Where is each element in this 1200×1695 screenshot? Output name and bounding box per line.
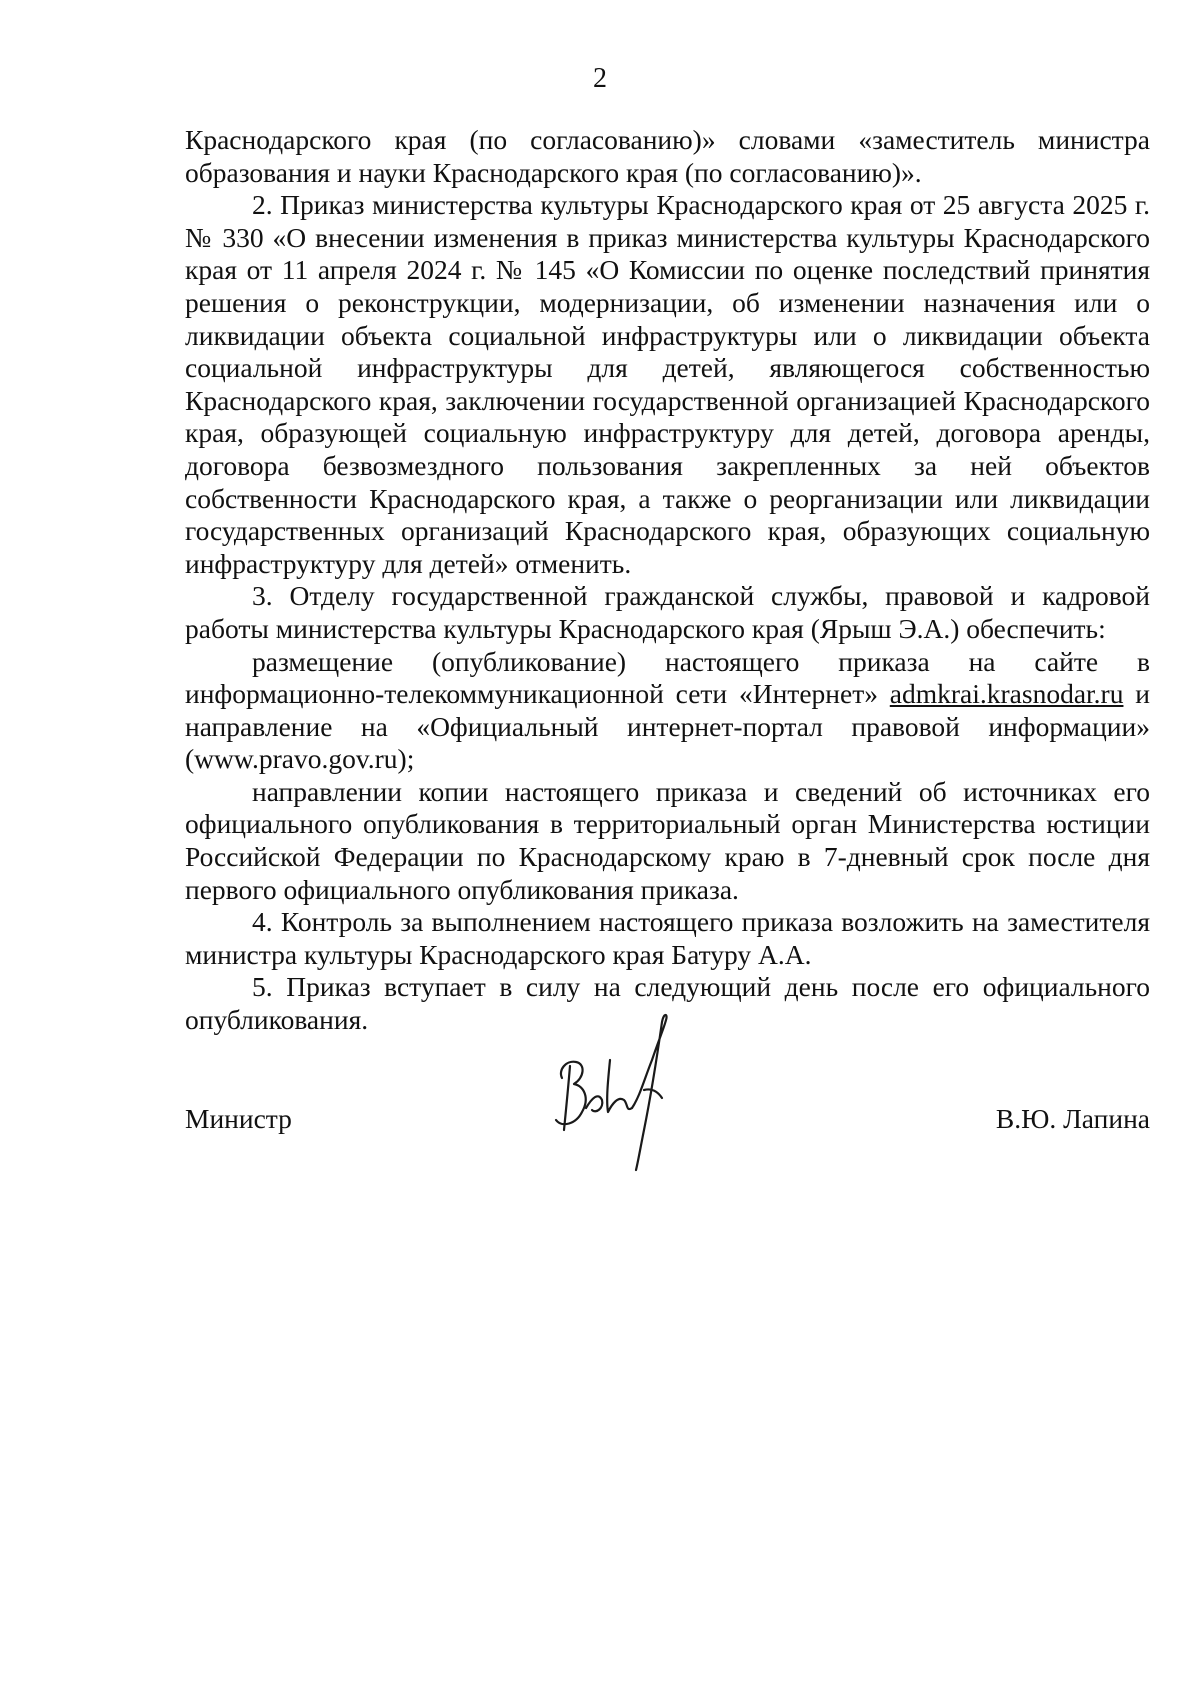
paragraph-publication <box>185 646 1150 776</box>
paragraph-item-5: 5. Приказ вступает в силу на следующий день после его официального опубликования. <box>185 971 1150 1036</box>
document-body <box>185 124 1150 1037</box>
signatory-role: Министр <box>185 1103 292 1134</box>
paragraph-item-4: 4. Контроль за выполнением настоящего приказа возложить на заместителя министра культуры Краснодарского края Батуру А.А. <box>185 906 1150 970</box>
signature-block <box>185 1000 1150 1180</box>
paragraph-copy-direction: направлении копии настоящего приказа и сведений об источниках его официального опубликования в территориальный орган Министерства юстиции Российской Федерации по Краснодарскому краю в 7-дневный срок после дня первого официального опубликования приказа. <box>185 775 1150 905</box>
publication-text-end: и направление на «Официальный интернет-портал правовой информации» (www.pravo.gov.ru); <box>185 678 1150 775</box>
paragraph-continuation: Краснодарского края (по согласованию)» словами «заместитель министра образования и науки Краснодарского края (по согласованию)». <box>185 124 1150 188</box>
handwritten-signature <box>540 1000 700 1180</box>
paragraph-item-2: 2. Приказ министерства культуры Краснодарского края от 25 августа 2025 г. № 330 «О внесении изменения в приказ министерства культуры Краснодарского края от 11 апреля 2024 г. № 145 «О Комиссии по оценке последствий принятия решения о реконструкции, модернизации, об изменении назначения или о ликвидации объекта социальной инфраструктуры или о ликвидации объекта социальной инфраструктуры для детей, являющегося собственностью Краснодарского края, заключении государственной организацией Краснодарского края, образующей социальную инфраструктуру для детей, договора аренды, договора безвозмездного пользования закрепленных за ней объектов собственности Краснодарского края, а также о реорганизации или ликвидации государственных организаций Краснодарского края, образующих социальную инфраструктуру для детей» отменить. <box>185 189 1150 579</box>
page-number: 2 <box>593 63 607 94</box>
site-link[interactable]: admkrai.krasnodar.ru <box>889 678 1124 710</box>
publication-text-start: размещение (опубликование) настоящего приказа на сайте в информационно-телекоммуникационной сети «Интернет» <box>185 645 1150 710</box>
paragraph-item-3: 3. Отделу государственной гражданской службы, правовой и кадровой работы министерства культуры Краснодарского края (Ярыш Э.А.) обеспечить: <box>185 580 1150 644</box>
signatory-name: В.Ю. Лапина <box>995 1103 1150 1134</box>
